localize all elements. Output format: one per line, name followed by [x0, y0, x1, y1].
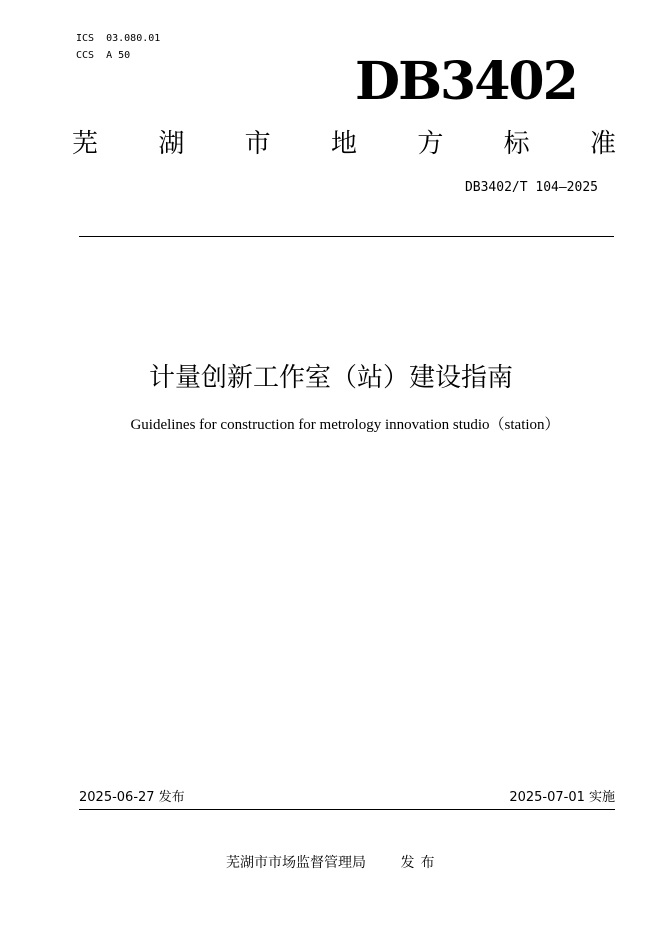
publisher-line [226, 853, 440, 873]
standard-type [72, 126, 616, 162]
standard-type-char: 准 [589, 129, 616, 159]
ics-code: ICS 03.080.01 [76, 33, 161, 44]
publisher-action: 发布 [400, 855, 441, 871]
publisher-name: 芜湖市市场监督管理局 [226, 855, 366, 871]
standard-type-char: 湖 [158, 129, 185, 159]
bottom-divider [79, 809, 615, 810]
title-chinese: 计量创新工作室（站）建设指南 [148, 363, 513, 393]
issue-date: 2025-06-27 发布 [79, 790, 185, 805]
standard-type-char: 芜 [72, 129, 99, 159]
standard-type-char: 市 [244, 129, 271, 159]
top-divider [79, 236, 614, 237]
standard-logo: DB3402 [355, 51, 577, 112]
ccs-code: CCS A 50 [76, 50, 131, 61]
standard-number: DB3402/T 104—2025 [464, 180, 598, 195]
title-english: Guidelines for construction for metrology innovation studio（station） [130, 417, 560, 433]
standard-type-char: 标 [503, 129, 530, 159]
standard-type-char: 地 [330, 129, 357, 159]
standard-type-char: 方 [417, 129, 444, 159]
implementation-date: 2025-07-01 实施 [509, 790, 615, 805]
